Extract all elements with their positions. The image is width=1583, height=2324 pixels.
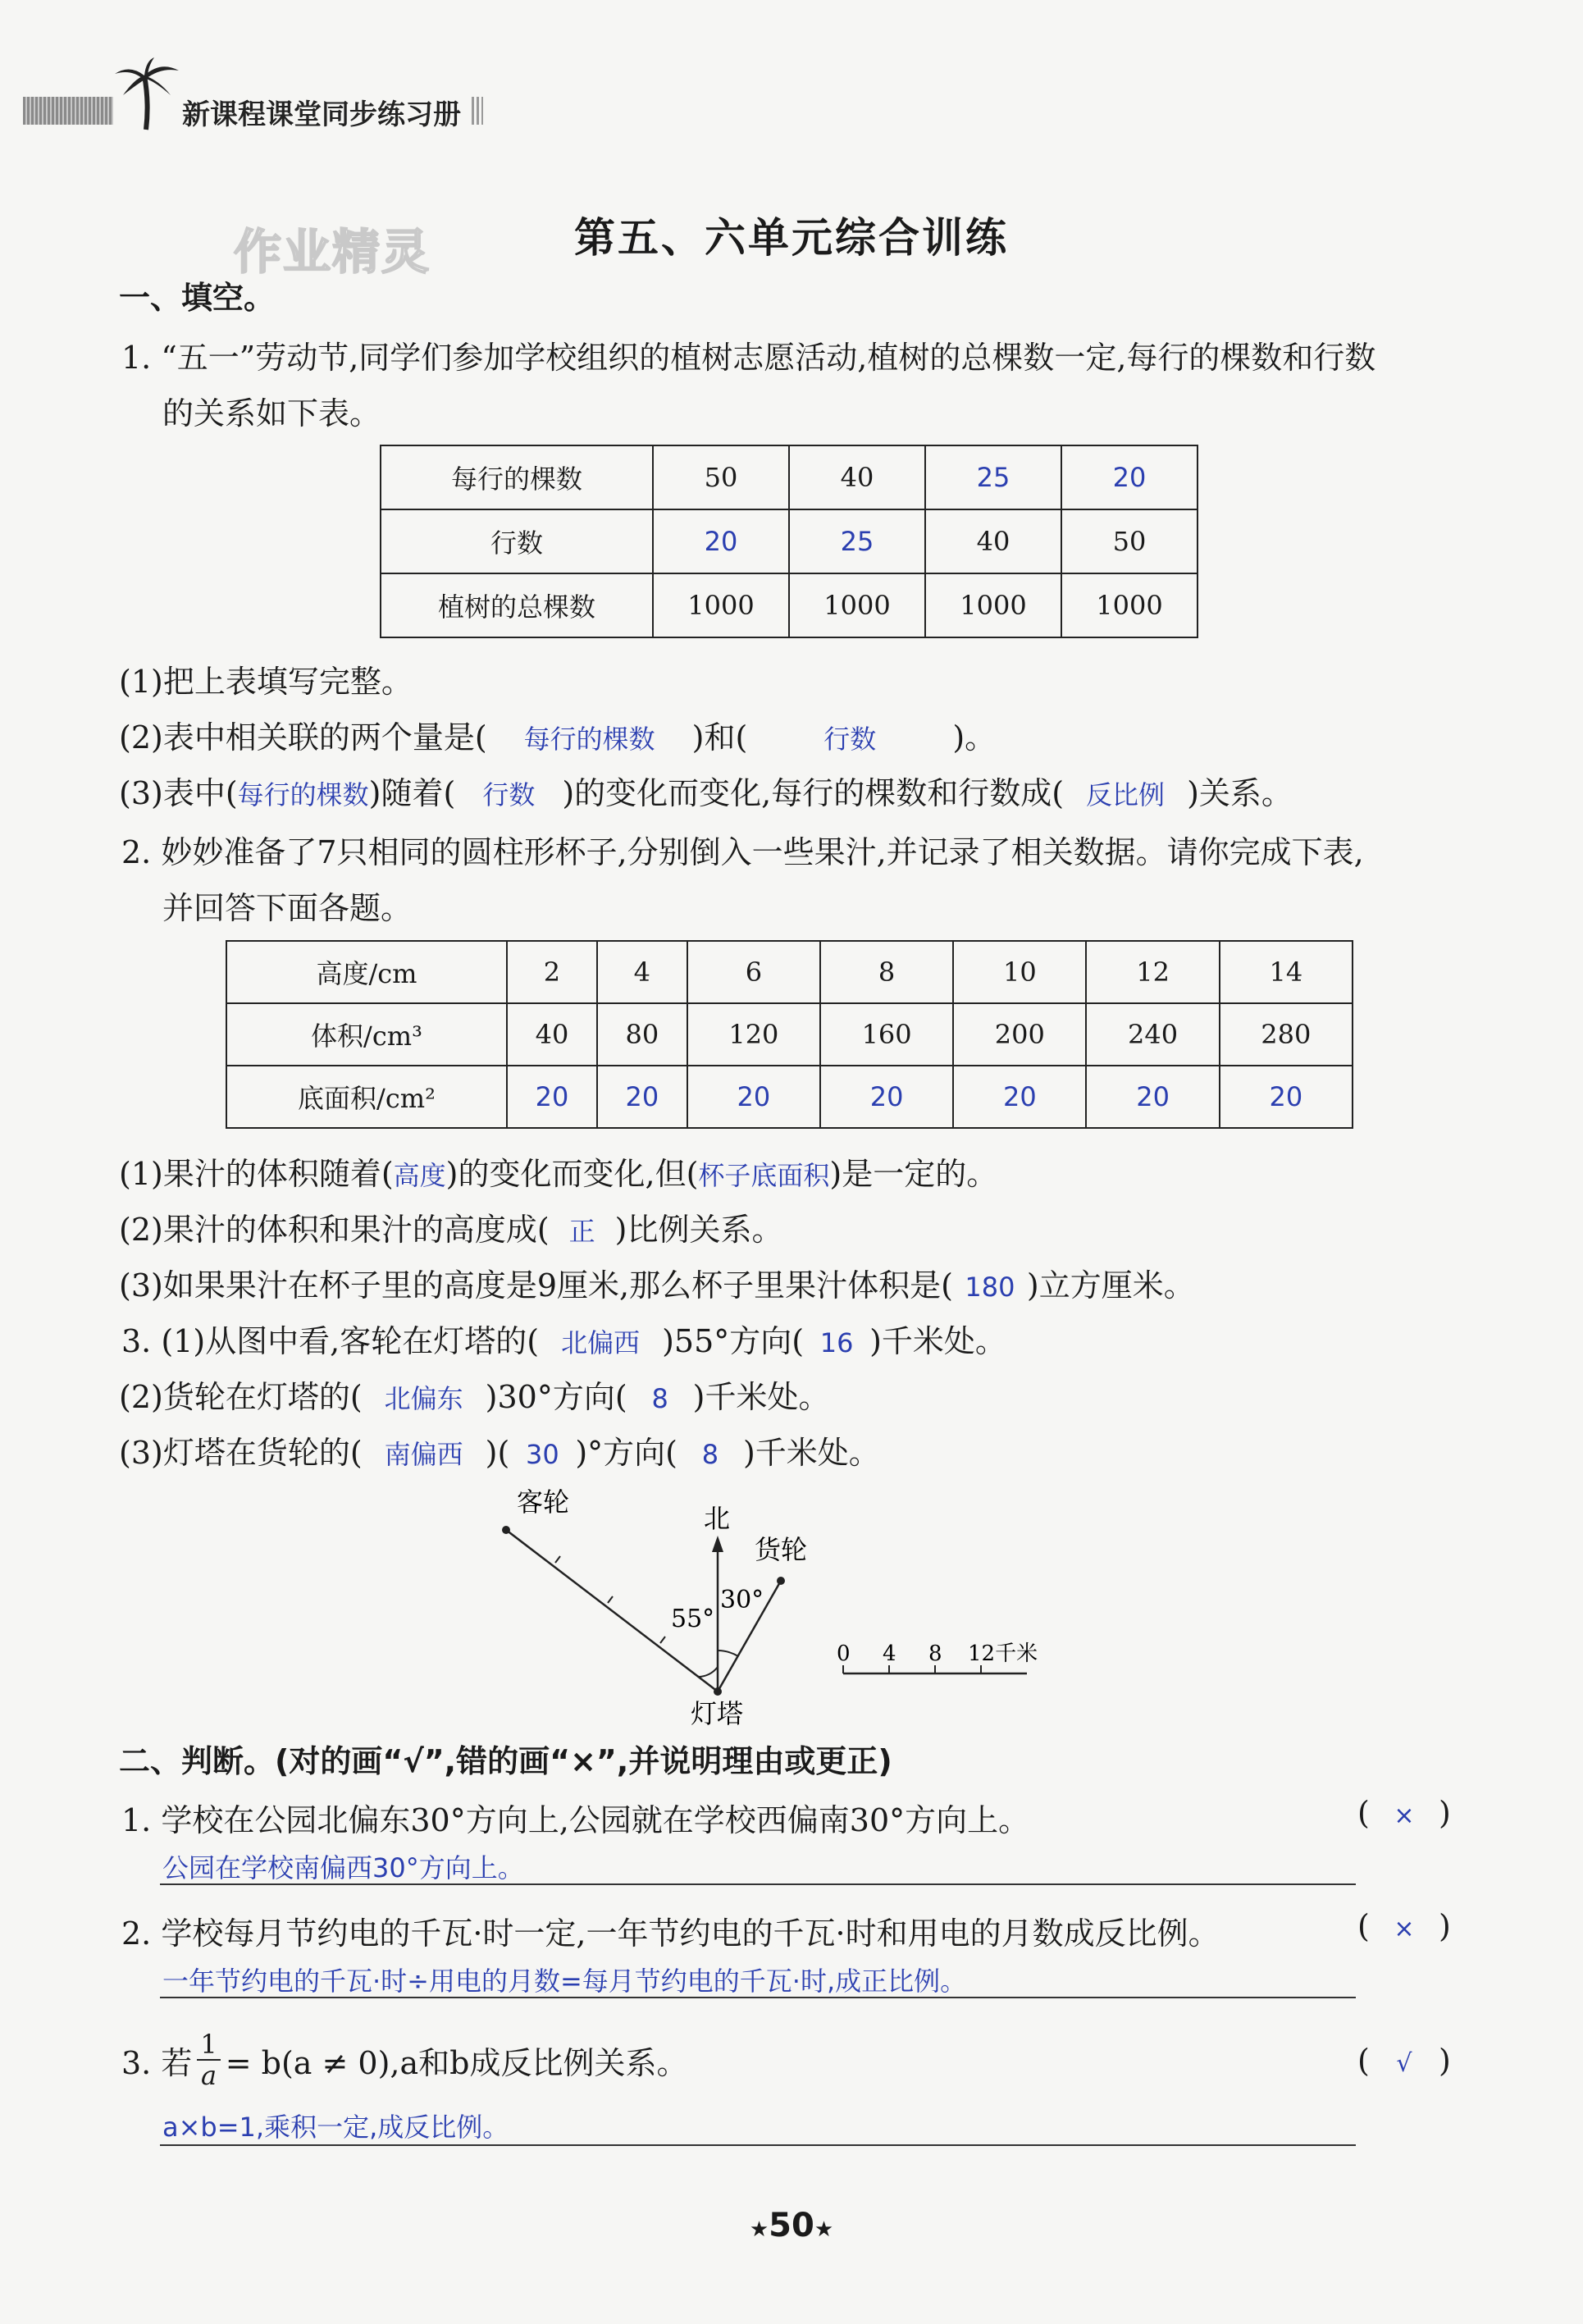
q2-part3-text: (3)如果果汁在杯子里的高度是9厘米,那么杯子里果汁体积是(	[119, 1267, 953, 1304]
judge-bracket-2: ( × )	[1357, 1908, 1451, 1944]
judge-bracket-1: ( × )	[1357, 1795, 1451, 1831]
fraction-denominator: a	[200, 2060, 217, 2091]
q3-part3-text: )°方向(	[575, 1435, 677, 1471]
passenger-point	[502, 1526, 510, 1534]
fraction	[197, 2030, 220, 2090]
angle-arc-30	[718, 1651, 738, 1656]
q1-answer-cell: 25	[789, 509, 925, 573]
passenger-label: 客轮	[517, 1486, 570, 1518]
q1-cell: 1000	[925, 573, 1061, 637]
answer-blank: 杯子底面积	[698, 1160, 830, 1191]
q1-part3-text: )的变化而变化,每行的棵数和行数成(	[562, 775, 1065, 811]
q2-part2	[119, 1204, 782, 1249]
q1-part1: (1)把上表填写完整。	[119, 664, 413, 700]
angle-55-label: 55°	[671, 1605, 715, 1633]
q3-part3-text: (3)灯塔在货轮的(	[119, 1435, 363, 1471]
tick	[660, 1637, 665, 1643]
lighthouse-label: 灯塔	[691, 1698, 744, 1729]
answer-blank: 8	[651, 1383, 668, 1414]
answer-blank: 30	[525, 1439, 559, 1470]
page-title: 第五、六单元综合训练	[574, 214, 1009, 262]
scale-label: 8	[928, 1641, 942, 1666]
q2-cell: 280	[1220, 1003, 1353, 1066]
q2-answer-cell: 20	[953, 1066, 1086, 1128]
q1-part3-text: )关系。	[1187, 775, 1293, 811]
fraction-numerator: 1	[197, 2030, 220, 2061]
judge-q3	[121, 2030, 688, 2090]
q2-row-label: 底面积/cm²	[226, 1066, 507, 1128]
answer-line	[160, 1883, 1356, 1885]
judge-mark: ×	[1394, 1801, 1415, 1830]
q2-cell: 160	[820, 1003, 953, 1066]
answer-blank: 高度	[393, 1160, 446, 1191]
q2-row-label: 体积/cm³	[226, 1003, 507, 1066]
q2-answer-cell: 20	[507, 1066, 597, 1128]
q2-part1	[119, 1148, 997, 1194]
tick	[555, 1556, 560, 1563]
answer-blank: 行数	[823, 724, 877, 755]
q1-part2-text: (2)表中相关联的两个量是(	[119, 719, 487, 756]
q2-cell: 40	[507, 1003, 597, 1066]
palm-tree-icon	[113, 57, 183, 131]
q1-row-label: 植树的总棵数	[381, 573, 653, 637]
judge-mark: ×	[1394, 1915, 1415, 1943]
q2-line2: 并回答下面各题。	[162, 890, 413, 926]
q1-part2-text: )。	[952, 719, 997, 756]
q1-part3-text: (3)表中(	[119, 775, 238, 811]
answer-blank: 每行的棵数	[237, 779, 369, 810]
cargo-point	[777, 1577, 785, 1585]
scale-label: 4	[883, 1641, 896, 1666]
q1-row-label: 每行的棵数	[381, 445, 653, 509]
q1-cell: 40	[789, 445, 925, 509]
answer-blank: 180	[965, 1272, 1015, 1303]
header-stripe-right	[472, 97, 483, 125]
tick	[608, 1596, 613, 1603]
q1-cell: 1000	[653, 573, 789, 637]
q3-part1-text: 3. (1)从图中看,客轮在灯塔的(	[121, 1323, 540, 1359]
q2-answer-cell: 20	[597, 1066, 687, 1128]
q2-row-label: 高度/cm	[226, 941, 507, 1003]
q1-cell: 50	[1061, 509, 1198, 573]
q3-part1-text: )千米处。	[869, 1323, 1006, 1359]
judge-q2: 2. 学校每月节约电的千瓦·时一定,一年节约电的千瓦·时和用电的月数成反比例。	[121, 1915, 1220, 1952]
q1-part3-text: )随着(	[368, 775, 456, 811]
q2-cell: 12	[1086, 941, 1219, 1003]
q1-cell: 40	[925, 509, 1061, 573]
north-arrow-icon	[712, 1536, 723, 1552]
q3-part2-text: (2)货轮在灯塔的(	[119, 1379, 363, 1415]
q2-table	[226, 940, 1353, 1129]
judge-q1: 1. 学校在公园北偏东30°方向上,公园就在学校西偏南30°方向上。	[121, 1802, 1030, 1838]
answer-blank: 反比例	[1086, 779, 1166, 810]
q2-line1: 2. 妙妙准备了7只相同的圆柱形杯子,分别倒入一些果汁,并记录了相关数据。请你完成下表,	[121, 834, 1364, 870]
q3-part2	[119, 1372, 830, 1417]
page-number-value: 50	[769, 2207, 814, 2244]
q1-row-label: 行数	[381, 509, 653, 573]
section1-heading: 一、填空。	[119, 280, 276, 316]
watermark: 作业精灵	[234, 224, 431, 280]
q1-cell: 50	[653, 445, 789, 509]
answer-blank: 行数	[482, 779, 536, 810]
q1-cell: 1000	[1061, 573, 1198, 637]
lighthouse-point	[714, 1687, 722, 1696]
q2-answer-cell: 20	[1220, 1066, 1353, 1128]
q2-cell: 6	[687, 941, 820, 1003]
q2-cell: 120	[687, 1003, 820, 1066]
answer-blank: 南偏西	[384, 1439, 463, 1470]
page-number	[0, 2207, 1583, 2244]
star-icon: ★	[814, 2217, 834, 2242]
scale-label: 12千米	[968, 1641, 1038, 1666]
angle-arc-55	[698, 1667, 718, 1677]
header-stripe	[23, 97, 113, 125]
answer-blank: 16	[819, 1327, 854, 1358]
q3-part1-text: )55°方向(	[662, 1323, 805, 1359]
q2-cell: 80	[597, 1003, 687, 1066]
judge-q3-text: 3. 若	[121, 2044, 193, 2081]
q2-answer-cell: 20	[687, 1066, 820, 1128]
answer-line	[160, 1997, 1356, 1998]
q2-part1-text: (1)果汁的体积随着(	[119, 1156, 394, 1192]
q2-cell: 200	[953, 1003, 1086, 1066]
q2-cell: 10	[953, 941, 1086, 1003]
judge-reason-1: 公园在学校南偏西30°方向上。	[162, 1852, 524, 1883]
q3-part3	[119, 1427, 880, 1472]
q2-cell: 14	[1220, 941, 1353, 1003]
q2-part3	[119, 1260, 1195, 1305]
q2-part3-text: )立方厘米。	[1026, 1267, 1195, 1304]
answer-blank: 北偏东	[384, 1383, 463, 1414]
scale-label: 0	[837, 1641, 851, 1666]
q2-part1-text: )的变化而变化,但(	[445, 1156, 699, 1192]
q2-answer-cell: 20	[820, 1066, 953, 1128]
answer-blank: 北偏西	[561, 1327, 641, 1358]
judge-mark: √	[1396, 2049, 1412, 2078]
q2-part2-text: (2)果汁的体积和果汁的高度成(	[119, 1212, 550, 1248]
q3-part3-text: )(	[485, 1435, 510, 1471]
q2-cell: 240	[1086, 1003, 1219, 1066]
answer-blank: 每行的棵数	[523, 724, 655, 755]
section2-heading: 二、判断。(对的画“√”,错的画“×”,并说明理由或更正)	[119, 1743, 892, 1779]
q1-table	[380, 445, 1198, 638]
q2-cell: 8	[820, 941, 953, 1003]
north-label: 北	[704, 1503, 731, 1534]
q1-line2: 的关系如下表。	[162, 395, 381, 431]
q2-cell: 4	[597, 941, 687, 1003]
q1-part2	[119, 712, 996, 757]
q1-cell: 1000	[789, 573, 925, 637]
series-title: 新课程课堂同步练习册	[182, 98, 461, 131]
q2-part1-text: )是一定的。	[829, 1156, 998, 1192]
answer-blank: 8	[701, 1439, 719, 1470]
answer-line	[160, 2144, 1356, 2146]
q1-answer-cell: 20	[1061, 445, 1198, 509]
q1-part3	[119, 768, 1293, 813]
star-icon: ★	[749, 2217, 769, 2242]
judge-reason-2: 一年节约电的千瓦·时÷用电的月数=每月节约电的千瓦·时,成正比例。	[162, 1966, 967, 1997]
q1-answer-cell: 20	[653, 509, 789, 573]
q1-answer-cell: 25	[925, 445, 1061, 509]
judge-q3-text: = b(a ≠ 0),a和b成反比例关系。	[225, 2044, 688, 2081]
cargo-label: 货轮	[755, 1534, 808, 1565]
q3-part2-text: )千米处。	[692, 1379, 830, 1415]
direction-diagram	[459, 1477, 1099, 1731]
q2-answer-cell: 20	[1086, 1066, 1219, 1128]
judge-reason-3: a×b=1,乘积一定,成反比例。	[162, 2112, 509, 2143]
q2-part2-text: )比例关系。	[614, 1212, 783, 1248]
q3-part1	[121, 1316, 1006, 1361]
q1-part2-text: )和(	[691, 719, 748, 756]
angle-30-label: 30°	[720, 1586, 764, 1614]
q3-part2-text: )30°方向(	[485, 1379, 627, 1415]
q3-part3-text: )千米处。	[742, 1435, 880, 1471]
judge-bracket-3: ( √ )	[1357, 2043, 1451, 2079]
q2-cell: 2	[507, 941, 597, 1003]
q1-line1: 1. “五一”劳动节,同学们参加学校组织的植树志愿活动,植树的总棵数一定,每行的棵数和行数	[121, 340, 1376, 376]
answer-blank: 正	[568, 1216, 595, 1247]
